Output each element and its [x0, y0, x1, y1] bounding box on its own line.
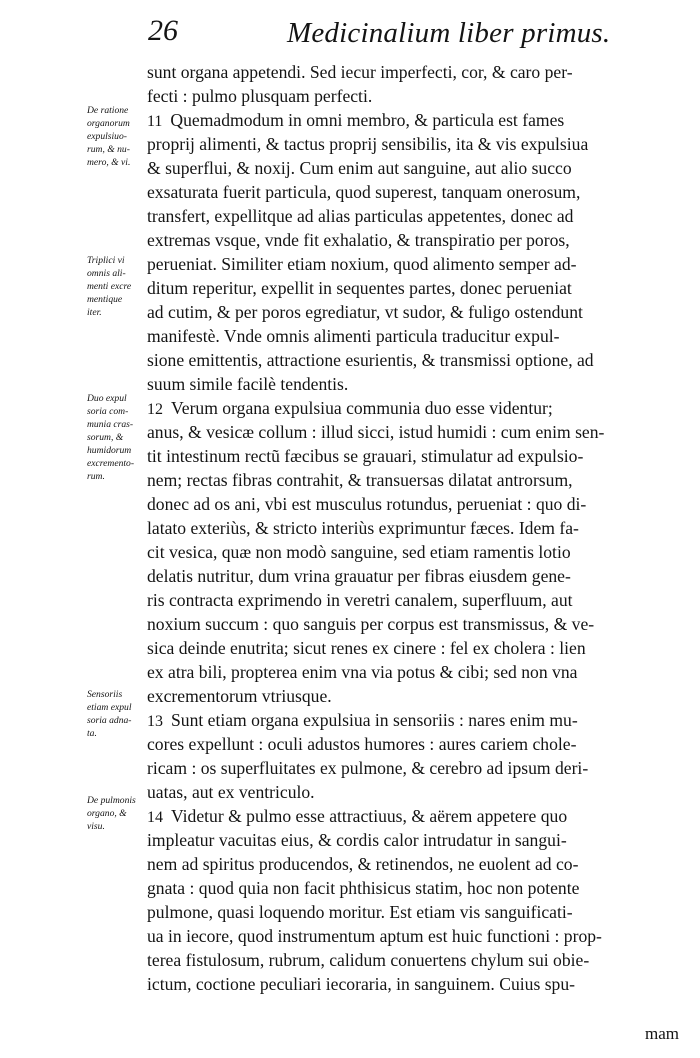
text-line-content: Verum organa expulsiua communia duo esse videntur;	[171, 398, 553, 418]
text-line: & superflui, & noxij. Cum enim aut sanguine, aut alio succo	[147, 158, 572, 178]
margin-note-line: soria com-	[87, 406, 129, 417]
text-line	[147, 804, 682, 828]
catchword: mam	[645, 1024, 679, 1043]
margin-note-line: Sensoriis	[87, 689, 123, 700]
text-line: sica deinde enutrita; sicut renes ex cinere : fel ex cholera : lien	[147, 638, 586, 658]
text-line: noxium succum : quo sanguis per corpus est transmissus, & ve-	[147, 614, 595, 634]
margin-note-line: expulsiuo-	[87, 131, 127, 142]
margin-note-line: De pulmonis	[87, 795, 136, 806]
text-line: excrementorum vtriusque.	[147, 686, 332, 706]
margin-note-expulsive-organs	[87, 104, 145, 169]
text-line	[147, 396, 682, 420]
margin-notes	[0, 0, 145, 1058]
text-line: perueniat. Similiter etiam noxium, quod alimento semper ad-	[147, 254, 577, 274]
text-line: nem ad spiritus producendos, & retinendos, ne euolent ad co-	[147, 854, 579, 874]
paragraph-number: 14	[147, 809, 163, 826]
margin-note-line: rum.	[87, 471, 105, 482]
margin-note-line: excremento-	[87, 458, 135, 469]
text-line: delatis nutritur, dum vrina grauatur per fibras eiusdem gene-	[147, 566, 571, 586]
text-line: uatas, aut ex ventriculo.	[147, 782, 315, 802]
text-line: extremas vsque, vnde fit exhalatio, & transpiratio per poros,	[147, 230, 570, 250]
text-line: proprij alimenti, & tactus proprij sensibilis, ita & vis expulsiua	[147, 134, 589, 154]
margin-note-line: ta.	[87, 728, 97, 739]
text-line-content: Quemadmodum in omni membro, & particula est fames	[170, 110, 565, 130]
margin-note-triple-force	[87, 254, 145, 319]
margin-note-line: menti excre	[87, 281, 132, 292]
paragraph-continued	[147, 60, 682, 108]
margin-note-line: De ratione	[87, 105, 129, 116]
text-line: latato exteriùs, & stricto interiùs exprimuntur fæces. Idem fa-	[147, 518, 579, 538]
margin-note-line: munia cras-	[87, 419, 134, 430]
body-text	[147, 60, 682, 996]
margin-note-line: soria adna-	[87, 715, 132, 726]
text-line: manifestè. Vnde omnis alimenti particula traducitur expul-	[147, 326, 560, 346]
margin-note-line: Triplici vi	[87, 255, 125, 266]
margin-note-line: mero, & vi.	[87, 157, 131, 168]
margin-note-line: rum, & nu-	[87, 144, 130, 155]
text-line: anus, & vesicæ collum : illud sicci, istud humidi : cum enim sen-	[147, 422, 605, 442]
paragraph-number: 12	[147, 401, 163, 418]
text-line	[147, 708, 682, 732]
margin-note-two-expulsive	[87, 392, 145, 483]
margin-note-sensory	[87, 688, 145, 740]
text-line: pulmone, quasi loquendo moritur. Est etiam vis sanguificati-	[147, 902, 573, 922]
margin-note-line: visu.	[87, 821, 105, 832]
paragraph-number: 13	[147, 713, 163, 730]
text-line: ex atra bili, propterea enim vna via potus & cibi; sed non vna	[147, 662, 578, 682]
margin-note-line: etiam expul	[87, 702, 132, 713]
text-line: tit intestinum rectũ fæcibus se grauari, stimulatur ad expulsio-	[147, 446, 584, 466]
margin-note-lung	[87, 794, 145, 833]
margin-note-line: omnis ali-	[87, 268, 126, 279]
text-line: donec ad os ani, vbi est musculus rotundus, perueniat : quo di-	[147, 494, 587, 514]
paragraph-11	[147, 108, 682, 396]
text-line-content: Sunt etiam organa expulsiua in sensoriis : nares enim mu-	[171, 710, 578, 730]
margin-note-line: iter.	[87, 307, 102, 318]
text-line: sione emittentis, attractione esurientis, & transmissi optione, ad	[147, 350, 594, 370]
text-line-content: Videtur & pulmo esse attractiuus, & aërem appetere quo	[171, 806, 568, 826]
text-line: suum simile facilè tendentis.	[147, 374, 349, 394]
margin-note-line: humidorum	[87, 445, 132, 456]
running-title: Medicinalium liber primus.	[287, 17, 611, 49]
margin-note-line: organorum	[87, 118, 130, 129]
text-line	[147, 108, 682, 132]
margin-note-line: Duo expul	[87, 393, 127, 404]
text-line: gnata : quod quia non facit phthisicus statim, hoc non potente	[147, 878, 580, 898]
paragraph-13	[147, 708, 682, 804]
text-line: exsaturata fuerit particula, quod superest, tanquam onerosum,	[147, 182, 581, 202]
text-line: fecti : pulmo plusquam perfecti.	[147, 86, 373, 106]
text-line: terea fistulosum, rubrum, calidum conuertens chylum sui obie-	[147, 950, 590, 970]
text-line: cores expellunt : oculi adustos humores : aures cariem chole-	[147, 734, 577, 754]
text-line: ris contracta exprimendo in veretri canalem, superfluum, aut	[147, 590, 573, 610]
paragraph-14	[147, 804, 682, 996]
text-line: nem; rectas fibras contrahit, & transuersas dilatat antrorsum,	[147, 470, 573, 490]
text-line: ditum reperitur, expellit in sequentes partes, donec perueniat	[147, 278, 572, 298]
text-line: impleatur vacuitas eius, & cordis calor intrudatur in sangui-	[147, 830, 567, 850]
text-line: ua in iecore, quod instrumentum aptum est huic functioni : prop-	[147, 926, 602, 946]
text-line: sunt organa appetendi. Sed iecur imperfecti, cor, & caro per-	[147, 62, 573, 82]
margin-note-line: mentique	[87, 294, 123, 305]
paragraph-12	[147, 396, 682, 708]
text-line: transfert, expellitque ad alias particulas appetentes, donec ad	[147, 206, 574, 226]
text-line: cit vesica, quæ non modò sanguine, sed etiam ramentis lotio	[147, 542, 571, 562]
text-line: ictum, coctione peculiari iecoraria, in sanguinem. Cuius spu-	[147, 974, 575, 994]
page-number: 26	[148, 14, 178, 47]
margin-note-line: organo, &	[87, 808, 127, 819]
text-line: ricam : os superfluitates ex pulmone, & cerebro ad ipsum deri-	[147, 758, 589, 778]
margin-note-line: sorum, &	[87, 432, 124, 443]
paragraph-number: 11	[147, 113, 163, 130]
text-line: ad cutim, & per poros egrediatur, vt sudor, & fuligo ostendunt	[147, 302, 583, 322]
